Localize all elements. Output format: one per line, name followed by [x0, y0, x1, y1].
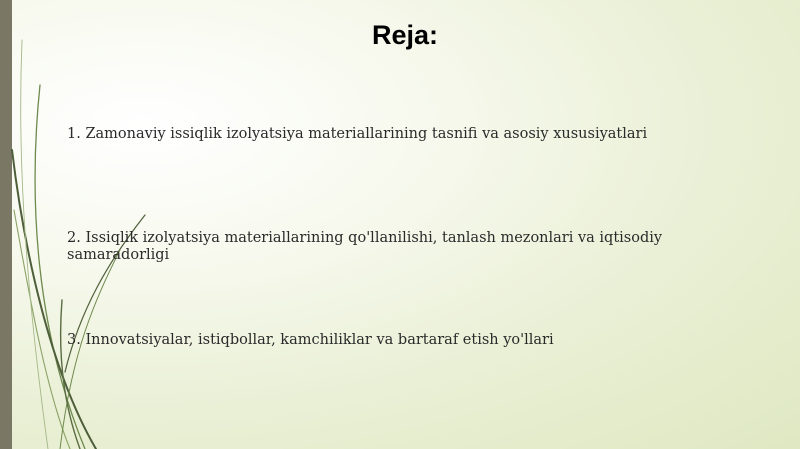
agenda-item-3: 3. Innovatsiyalar, istiqbollar, kamchiliklar va bartaraf etish yo'llari: [67, 332, 554, 348]
stem-3: [14, 210, 70, 449]
decorative-stems-graphic: [0, 0, 160, 449]
stem-6: [21, 40, 48, 449]
stem-5: [60, 250, 120, 449]
slide-title: Reja:: [371, 20, 439, 50]
agenda-item-1: 1. Zamonaviy issiqlik izolyatsiya materiallarining tasnifi va asosiy xususiyatlari: [67, 126, 648, 142]
stem-2: [12, 150, 96, 449]
agenda-item-2: 2. Issiqlik izolyatsiya materiallarining qo'llanilishi, tanlash mezonlari va iqtisodiy samaradorligi: [67, 230, 663, 263]
